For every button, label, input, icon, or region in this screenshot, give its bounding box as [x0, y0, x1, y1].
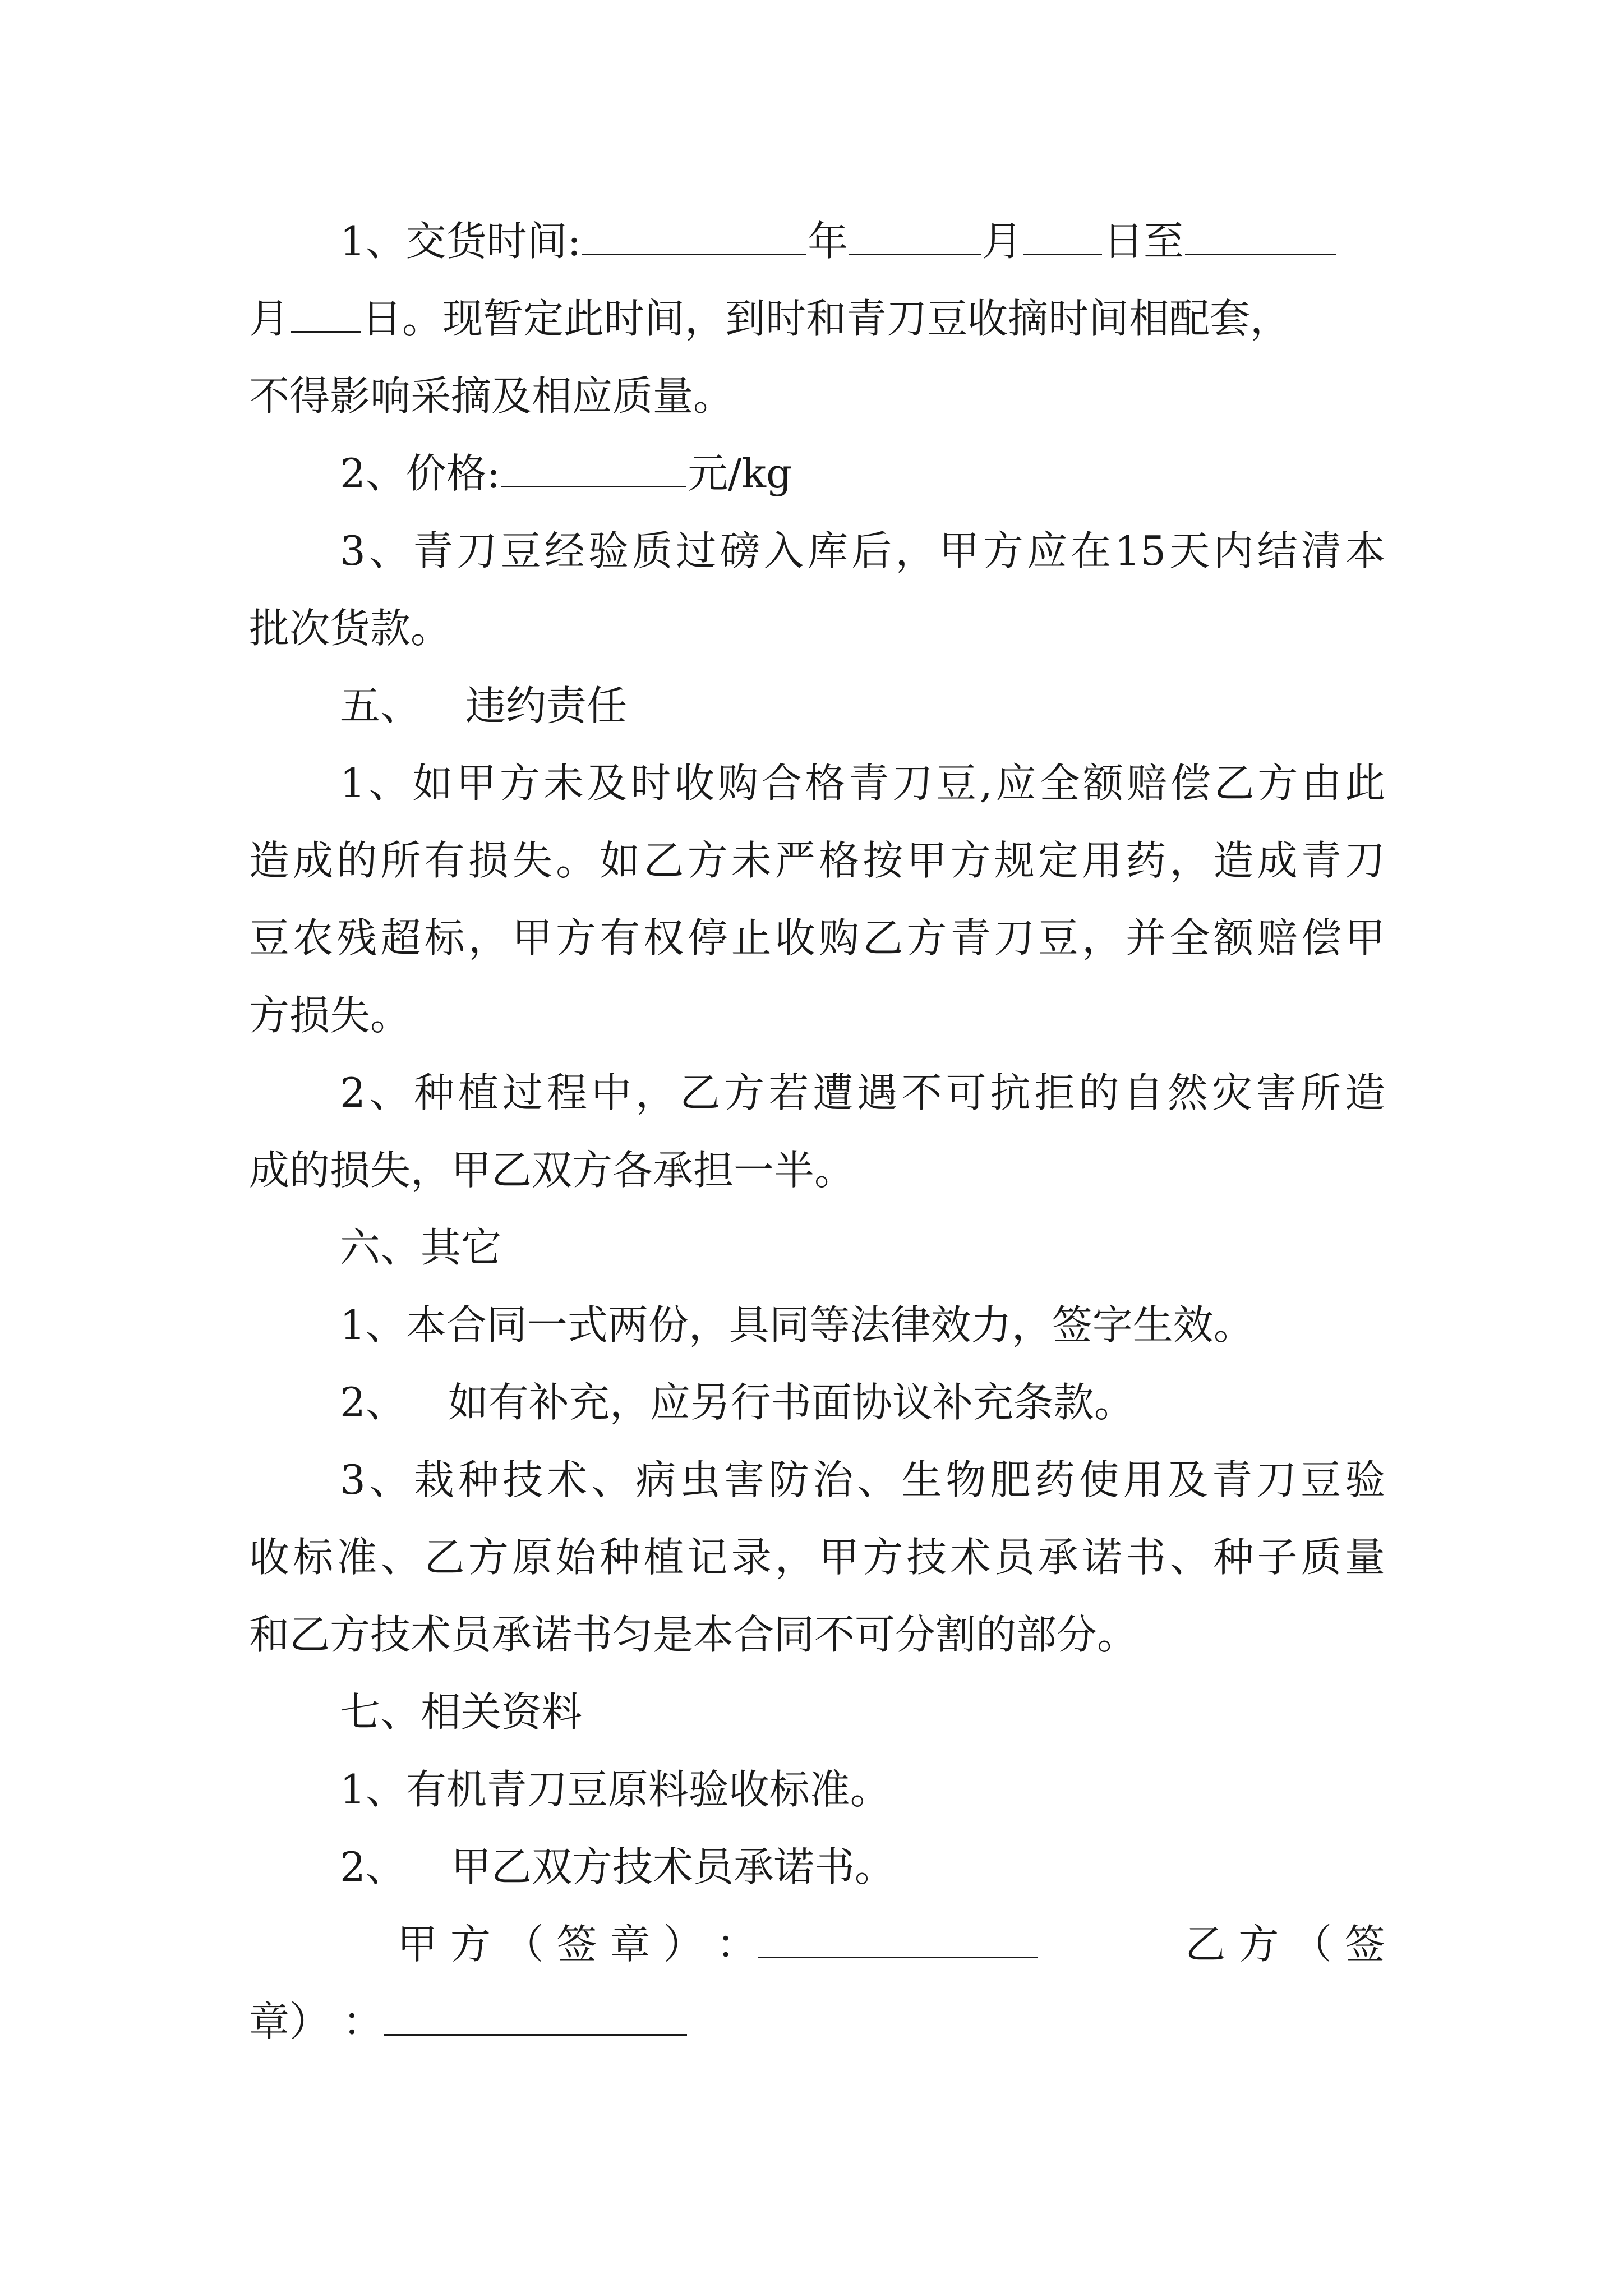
payment-line-1: 3、青刀豆经验质过磅入库后，甲方应在15天内结清本	[340, 527, 1385, 574]
party-b-signature-blank	[384, 1995, 687, 2036]
party-a-signature-label: 甲 方 （ 签 章 ） ：	[397, 1921, 757, 1968]
signature-line-2: 章） ：	[249, 1994, 1385, 2050]
payment-line-2: 批次货款。	[249, 605, 451, 652]
delivery-day-blank	[1023, 214, 1102, 255]
section-7-heading: 七、相关资料	[340, 1688, 583, 1736]
signature-line-1	[397, 1916, 1385, 1972]
price-blank	[501, 447, 686, 487]
section-7-item-1: 1、有机青刀豆原料验收标准。	[340, 1766, 891, 1813]
delivery-time-line-2: 月 日。现暂定此时间，到时和青刀豆收摘时间相配套，	[249, 291, 1385, 347]
section-5-item-1-line-4: 方损失。	[249, 992, 411, 1039]
price-line: 2、价格: 元/kg	[340, 445, 1385, 501]
section-6-item-2: 2、 如有补充，应另行书面协议补充条款。	[340, 1379, 1135, 1426]
delivery-end-day-blank	[291, 292, 361, 333]
section-6-item-3-line-1: 3、栽种技术、病虫害防治、生物肥药使用及青刀豆验	[340, 1456, 1385, 1503]
section-6-item-1: 1、本合同一式两份，具同等法律效力，签字生效。	[340, 1301, 1254, 1349]
section-7-item-2: 2、 甲乙双方技术员承诺书。	[340, 1843, 895, 1890]
delivery-time-line-1: 1、交货时间: 年 月 日至	[340, 213, 1385, 269]
delivery-month-blank	[849, 214, 981, 255]
section-6-item-3-line-2: 收标准、乙方原始种植记录，甲方技术员承诺书、种子质量	[249, 1534, 1385, 1581]
section-5-item-1-line-1: 1、如甲方未及时收购合格青刀豆,应全额赔偿乙方由此	[340, 760, 1385, 807]
delivery-time-line-3: 不得影响采摘及相应质量。	[249, 372, 734, 420]
section-6-item-3-line-3: 和乙方技术员承诺书匀是本合同不可分割的部分。	[249, 1611, 1138, 1658]
section-5-item-2-line-2: 成的损失，甲乙双方各承担一半。	[249, 1147, 855, 1194]
party-a-signature-blank	[758, 1917, 1038, 1958]
section-6-heading: 六、其它	[340, 1224, 502, 1271]
section-5-heading: 五、 违约责任	[340, 682, 628, 729]
section-5-item-1-line-3: 豆农残超标，甲方有权停止收购乙方青刀豆，并全额赔偿甲	[249, 914, 1385, 961]
section-5-item-1-line-2: 造成的所有损失。如乙方未严格按甲方规定用药，造成青刀	[249, 837, 1385, 884]
delivery-time-label: 1、交货时间:	[340, 218, 582, 265]
delivery-year-blank	[582, 214, 806, 255]
section-5-item-2-line-1: 2、种植过程中，乙方若遭遇不可抗拒的自然灾害所造	[340, 1069, 1385, 1116]
party-b-signature-label: 乙 方 （ 签	[1185, 1921, 1385, 1968]
delivery-end-blank	[1185, 214, 1336, 255]
